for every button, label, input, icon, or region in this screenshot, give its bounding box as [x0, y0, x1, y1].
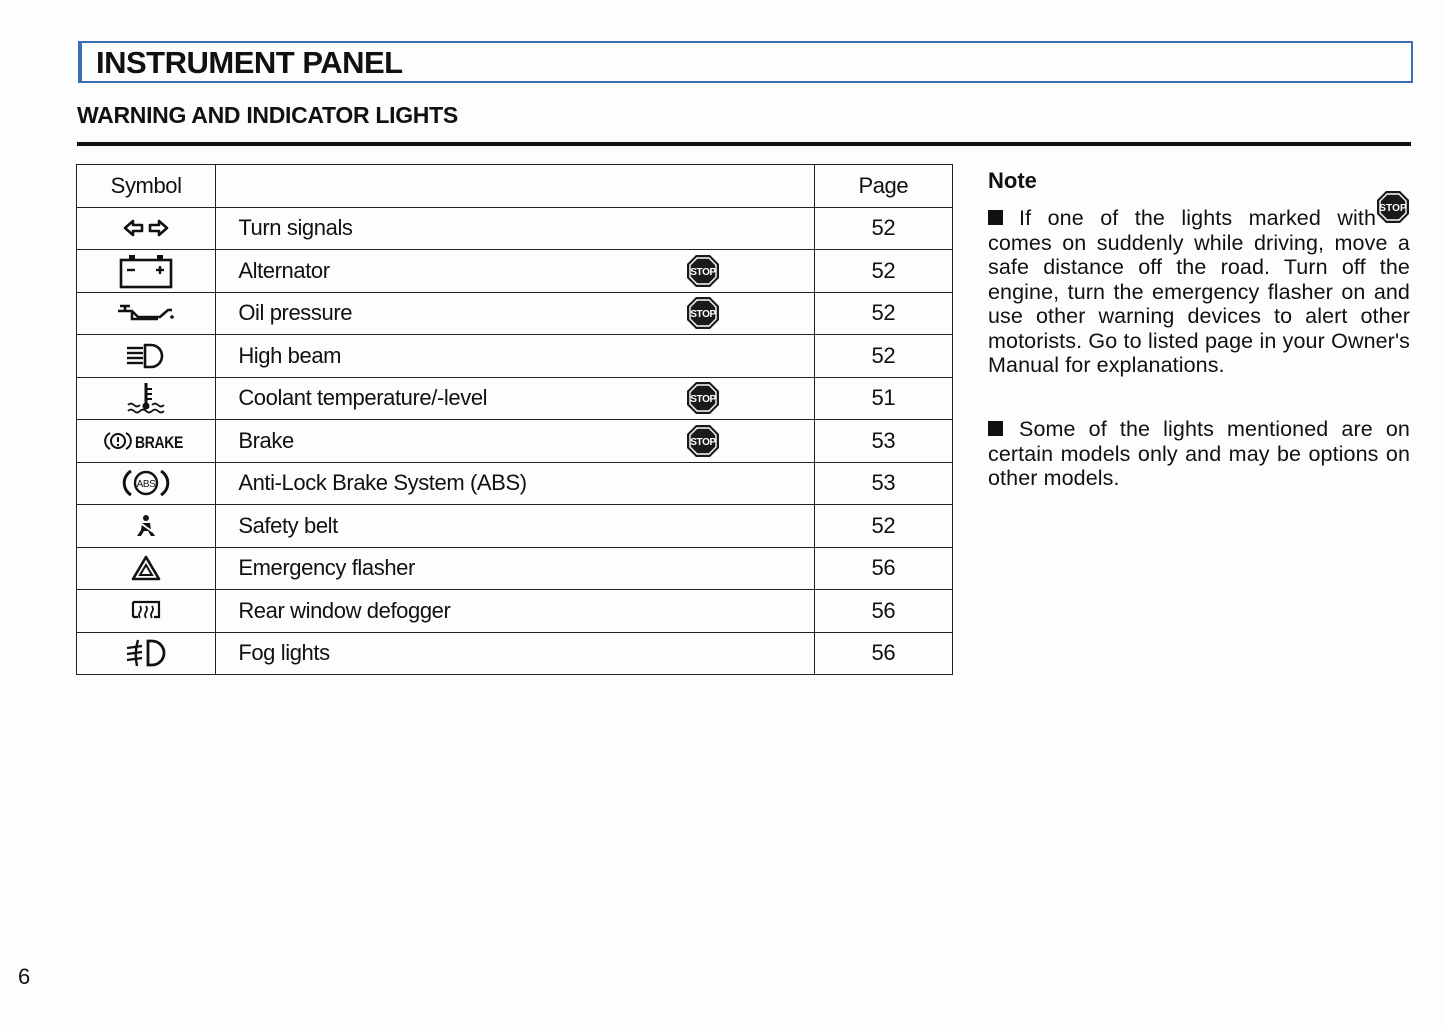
column-header-symbol: Symbol: [77, 165, 216, 208]
row-page: 53: [814, 420, 952, 463]
table-row: [77, 335, 953, 378]
table-row: [77, 547, 953, 590]
row-label: Fog lights: [238, 640, 330, 666]
section-divider: [77, 142, 1411, 146]
note-paragraph-1-start: If one of the lights marked with: [1019, 206, 1376, 230]
alternator-icon: [77, 250, 216, 293]
row-label: Coolant temperature/-level: [238, 385, 488, 411]
row-label: Brake: [238, 427, 294, 453]
table-row: [77, 505, 953, 548]
row-description: [216, 207, 814, 250]
row-description: [216, 420, 814, 463]
bullet-icon: [988, 210, 1003, 225]
table-row: [77, 590, 953, 633]
stop-icon: [1376, 190, 1410, 224]
stop-icon: [686, 254, 720, 288]
row-description: [216, 335, 814, 378]
page-title: INSTRUMENT PANEL: [96, 45, 403, 80]
page-number: 6: [18, 964, 31, 989]
table-row: [77, 462, 953, 505]
stop-icon: [686, 424, 720, 458]
row-page: 56: [814, 547, 952, 590]
table-header-row: [77, 165, 953, 208]
stop-icon-text: STOP: [690, 394, 717, 406]
brake-icon-text: BRAKE: [135, 432, 184, 452]
row-description: [216, 632, 814, 675]
row-description: [216, 505, 814, 548]
table-row: [77, 632, 953, 675]
row-label: Oil pressure: [238, 300, 353, 326]
row-page: 52: [814, 207, 952, 250]
row-description: [216, 462, 814, 505]
row-label: Turn signals: [238, 215, 353, 241]
row-label: Alternator: [238, 257, 330, 283]
row-page: 56: [814, 632, 952, 675]
row-label: High beam: [238, 342, 342, 368]
row-page: 52: [814, 505, 952, 548]
note-paragraph-2-text: Some of the lights mentioned are on certain models only and may be options on other models.: [988, 417, 1410, 490]
row-description: [216, 547, 814, 590]
stop-icon-text: STOP: [1379, 203, 1407, 214]
oil-pressure-icon: [77, 292, 216, 335]
stop-icon-text: STOP: [690, 309, 717, 321]
bullet-icon: [988, 421, 1003, 436]
row-description: [216, 250, 814, 293]
row-page: 51: [814, 377, 952, 420]
stop-icon: [686, 296, 720, 330]
row-label: Anti-Lock Brake System (ABS): [238, 470, 527, 496]
fog-lights-icon: [77, 632, 216, 675]
title-box: [78, 41, 1413, 83]
brake-icon: [77, 420, 216, 463]
row-page: 52: [814, 250, 952, 293]
warning-lights-table: [76, 164, 953, 675]
row-label: Safety belt: [238, 512, 338, 538]
row-page: 52: [814, 335, 952, 378]
column-header-description: [216, 165, 814, 208]
note-paragraph-2: [988, 417, 1410, 491]
section-subtitle: WARNING AND INDICATOR LIGHTS: [77, 102, 458, 128]
safety-belt-icon: [77, 505, 216, 548]
table-row: [77, 420, 953, 463]
stop-icon-text: STOP: [690, 266, 717, 278]
table-row: [77, 250, 953, 293]
table-row: [77, 292, 953, 335]
row-label: Emergency flasher: [238, 555, 415, 581]
row-label: Rear window defogger: [238, 597, 451, 623]
abs-icon: [77, 462, 216, 505]
column-header-page: Page: [814, 165, 952, 208]
row-description: [216, 377, 814, 420]
rear-defogger-icon: [77, 590, 216, 633]
row-description: [216, 292, 814, 335]
row-page: 52: [814, 292, 952, 335]
row-description: [216, 590, 814, 633]
stop-icon: [686, 381, 720, 415]
table-row: [77, 207, 953, 250]
turn-signals-icon: [77, 207, 216, 250]
coolant-icon: [77, 377, 216, 420]
table-row: [77, 377, 953, 420]
abs-icon-text: ABS: [136, 479, 156, 491]
row-page: 53: [814, 462, 952, 505]
high-beam-icon: [77, 335, 216, 378]
note-heading: Note: [988, 168, 1037, 193]
note-paragraph-1-rest: comes on suddenly while driving, move a safe distance off the road. Turn off the engine, turn the emergency flasher on and use other warning devices to alert other motorists. Go to listed page in your Owner's Manual for explanations.: [988, 230, 1410, 377]
note-paragraph-1: [988, 203, 1410, 378]
row-page: 56: [814, 590, 952, 633]
stop-icon-text: STOP: [690, 436, 717, 448]
emergency-flasher-icon: [77, 547, 216, 590]
